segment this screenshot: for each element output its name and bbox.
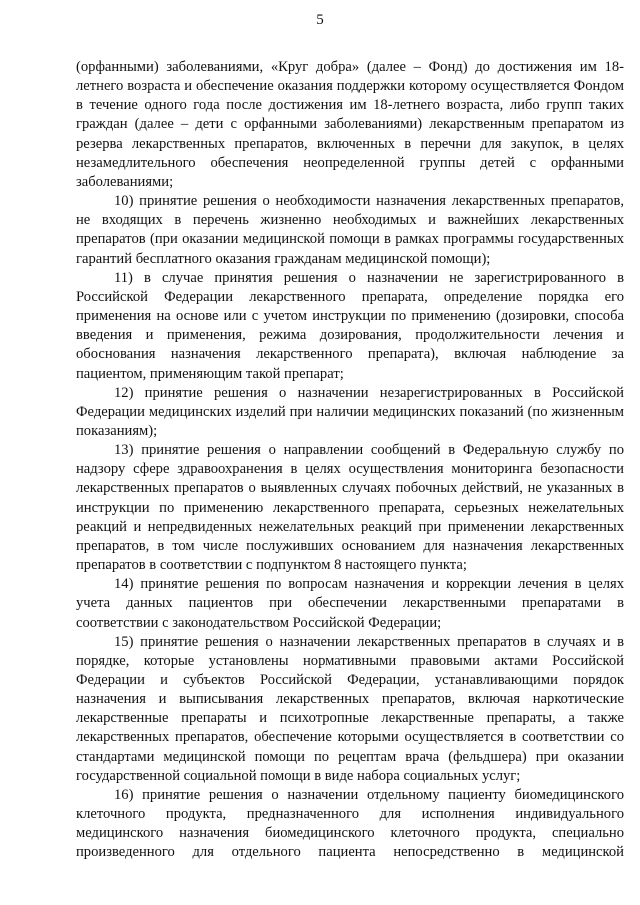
paragraph-16: 16) принятие решения о назначении отдельному пациенту биомедицинского клеточного продукта, предназначенного для исполнения индивидуального медицинского назначения биомедицинского клеточного продукта, специально произведенного для отдельного пациента непосредственно в медицинской bbox=[76, 786, 624, 861]
page-number: 5 bbox=[316, 12, 324, 28]
paragraph-13: 13) принятие решения о направлении сообщений в Федеральную службу по надзору сфере здравоохранения в целях осуществления мониторинга безопасности лекарственных препаратов о выявленных случаях побочных действий, не указанных в инструкции по применению лекарственного препарата, серьезных нежелательных реакций и непредвиденных нежелательных реакций при применении лекарственных препаратов, в том числе послуживших основанием для назначения лекарственных препаратов в соответствии с подпунктом 8 настоящего пункта; bbox=[76, 442, 624, 574]
paragraph-15: 15) принятие решения о назначении лекарственных препаратов в случаях и в порядке, которые установлены нормативными правовыми актами Российской Федерации и субъектов Российской Федерации, устанавливающими порядок назначения и выписывания лекарственных препаратов, включая наркотические лекарственные препараты и психотропные лекарственные препараты, а также лекарственных препаратов, обеспечение которыми осуществляется в соответствии со стандартами медицинской помощи по рецептам врача (фельдшера) при оказании государственной социальной помощи в виде набора социальных услуг; bbox=[76, 633, 624, 784]
paragraph-9-continuation: (орфанными) заболеваниями, «Круг добра» (далее – Фонд) до достижения им 18-летнего возраста и обеспечение оказания поддержки которому осуществляется Фондом в течение одного года после достижения им 18-летнего возраста, либо групп таких граждан (далее – дети с орфанными заболеваниями) лекарственным препаратом из резерва лекарственных препаратов, включенных в перечни для закупок, в целях незамедлительного обеспечения неопределенной группы детей с орфанными заболеваниями; bbox=[76, 59, 624, 190]
paragraph-12: 12) принятие решения о назначении незарегистрированных в Российской Федерации медицинских изделий при наличии медицинских показаний (по жизненным показаниям); bbox=[76, 384, 624, 439]
paragraph-11: 11) в случае принятия решения о назначении не зарегистрированного в Российской Федерации лекарственного препарата, определение порядка его применения на основе или с учетом инструкции по применению (дозировки, способа введения и применения, режима дозирования, продолжительности лечения и обоснования назначения лекарственного препарата), включая наблюдение за пациентом, применяющим такой препарат; bbox=[76, 269, 624, 382]
document-body bbox=[76, 58, 624, 863]
paragraph-10: 10) принятие решения о необходимости назначения лекарственных препаратов, не входящих в перечень жизненно необходимых и важнейших лекарственных препаратов (при оказании медицинской помощи в рамках программы государственных гарантий бесплатного оказания гражданам медицинской помощи); bbox=[76, 193, 624, 267]
paragraph-14: 14) принятие решения по вопросам назначения и коррекции лечения в целях учета данных пациентов при обеспечении лекарственными препаратами в соответствии с законодательством Российской Федерации; bbox=[76, 576, 624, 631]
